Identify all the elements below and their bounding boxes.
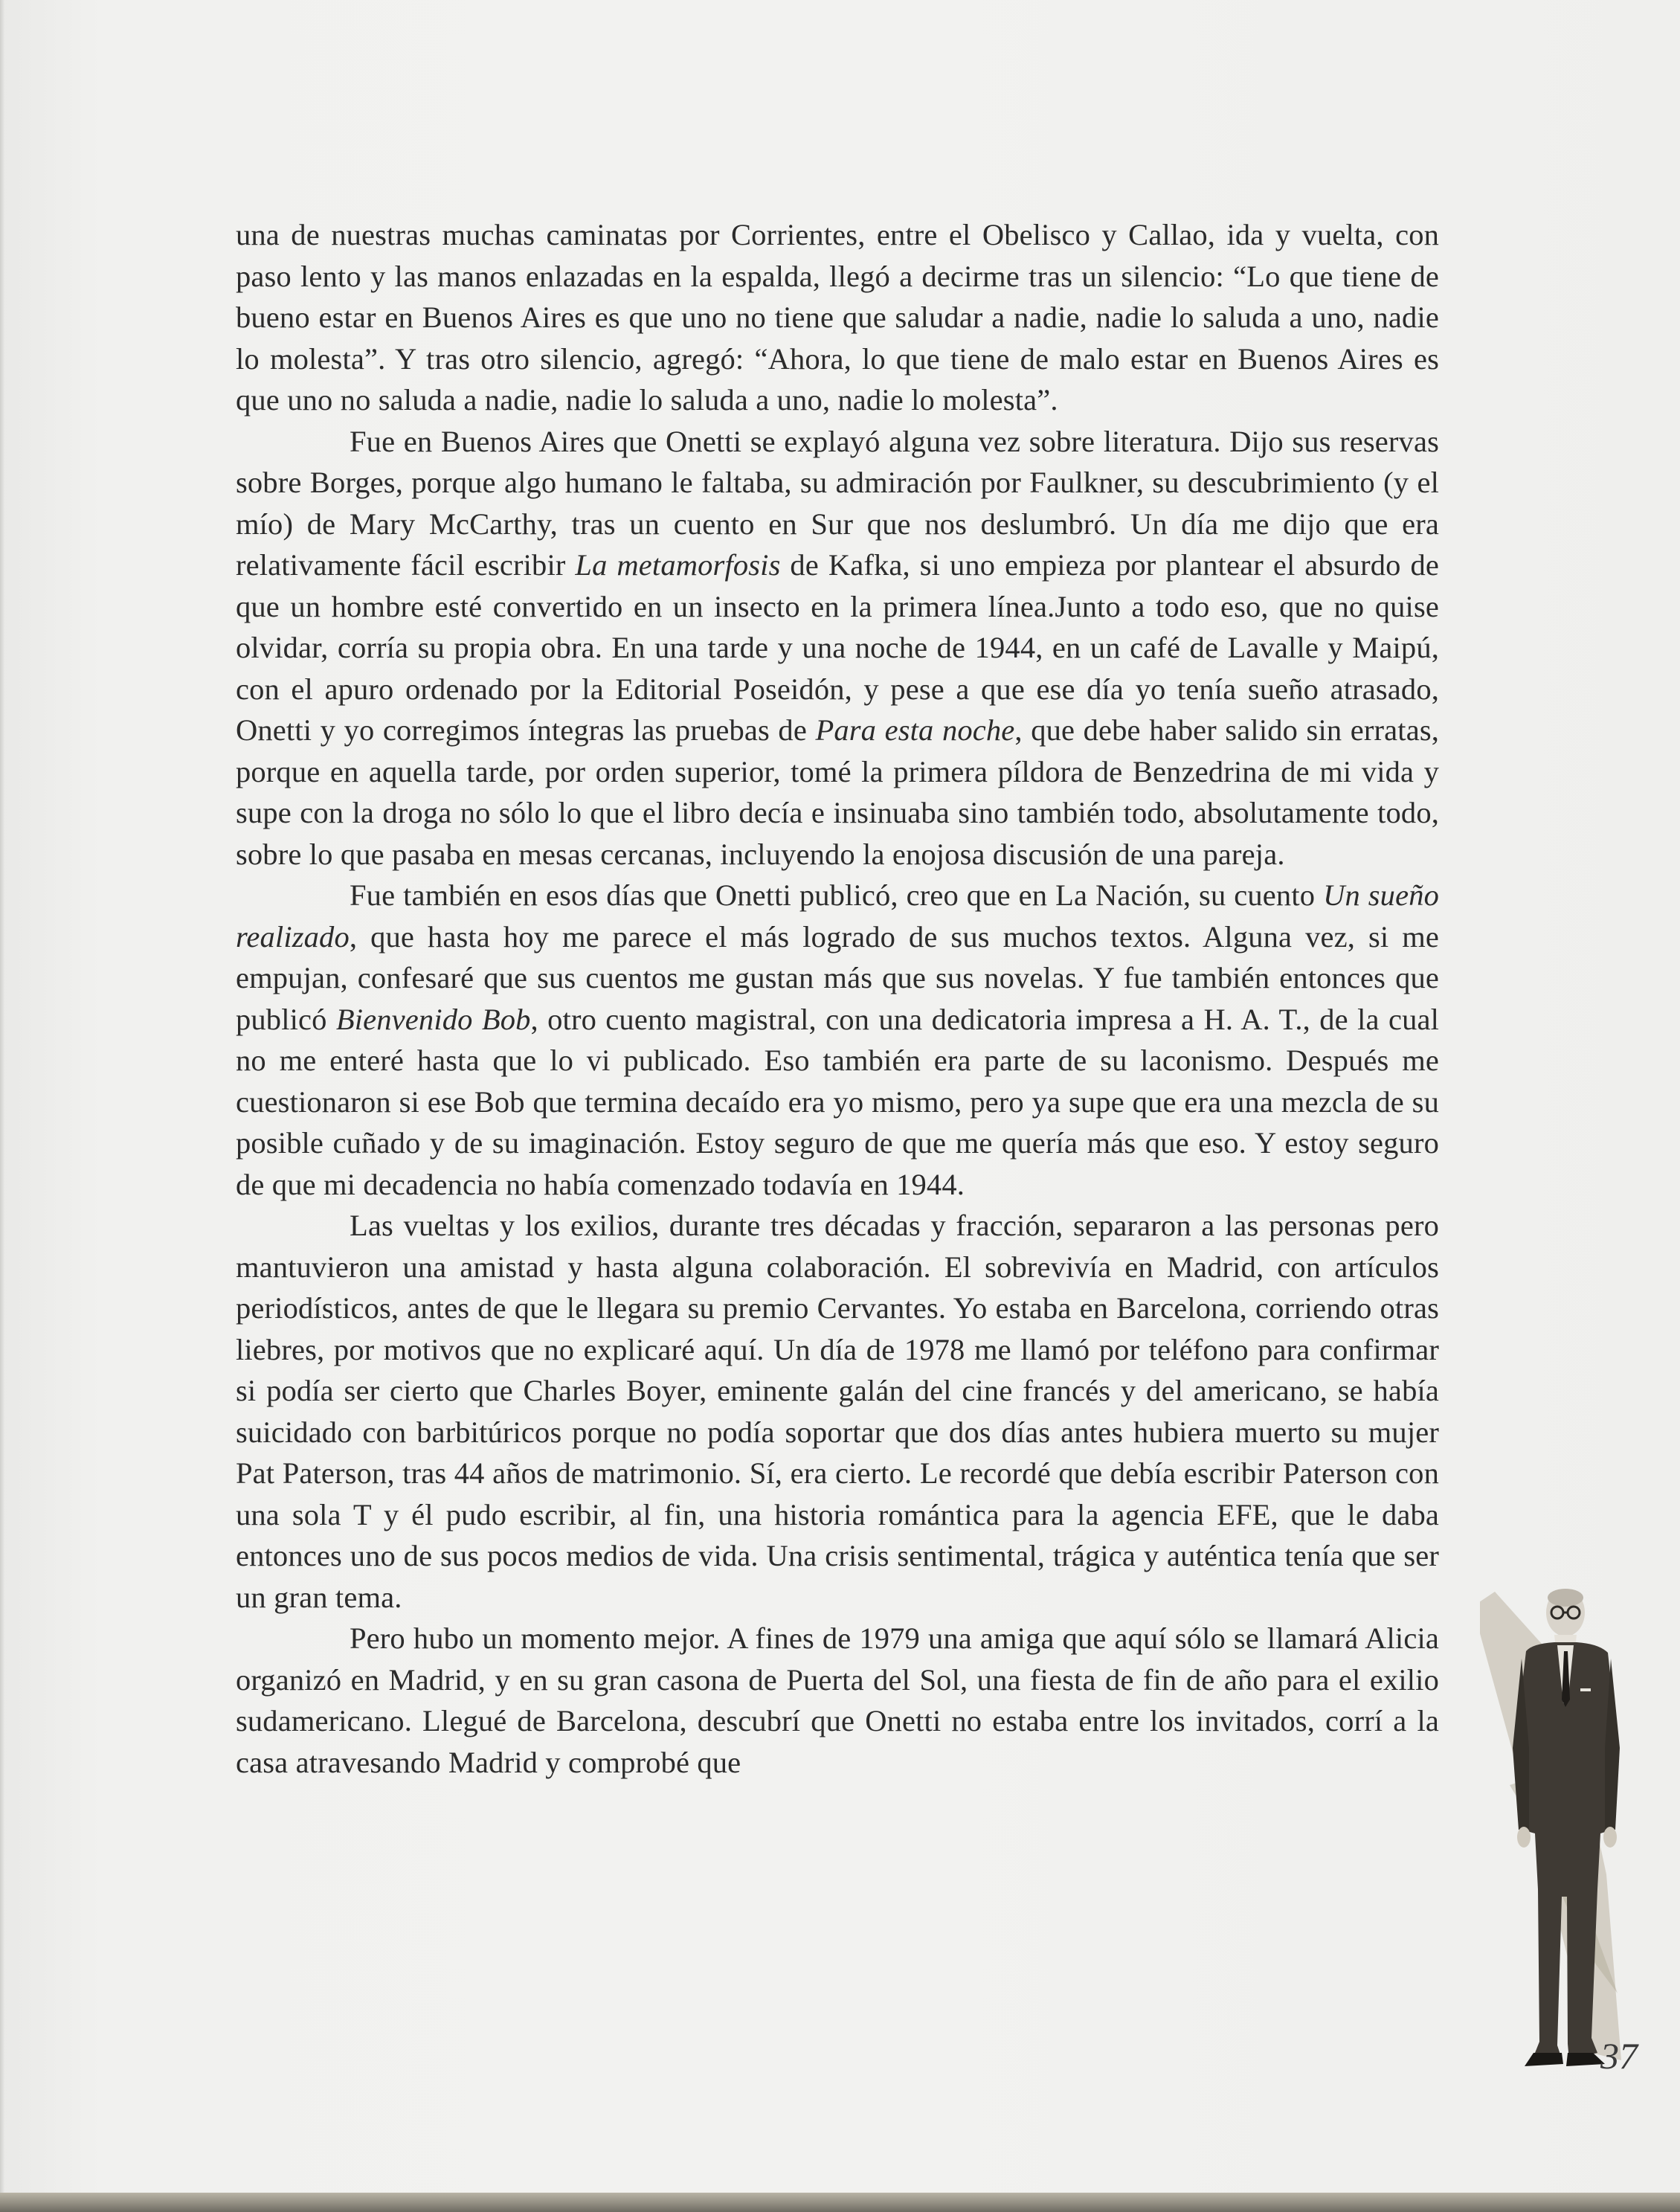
paragraph-3: Fue también en esos días que Onetti publicó, creo que en La Nación, su cuento Un sueño realizado, que hasta hoy me parece el más logrado de sus muchos textos. Alguna vez, si me empujan, confesaré que sus cuentos me gustan más que sus novelas. Y fue también entonces que publicó Bienvenido Bob, otro cuento magistral, con una dedicatoria impresa a H. A. T., de la cual no me enteré hasta que lo vi publicado. Eso también era parte de su laconismo. Después me cuestionaron si ese Bob que termina decaído era yo mismo, pero ya supe que era una mezcla de su posible cuñado y de su imaginación. Estoy seguro de que me quería más que eso. Y estoy seguro de que mi decadencia no había comenzado todavía en 1944. <box>236 878 1440 1201</box>
paragraph-1: una de nuestras muchas caminatas por Corrientes, entre el Obelisco y Callao, ida y vuelta, con paso lento y las manos enlazadas en la espalda, llegó a decirme tras un silencio: “Lo que tiene de bueno estar en Buenos Aires es que uno no tiene que saludar a nadie, nadie lo saluda a uno, nadie lo molesta”. Y tras otro silencio, agregó: “Ahora, lo que tiene de malo estar en Buenos Aires es que uno no saluda a nadie, nadie lo saluda a uno, nadie lo molesta”. <box>236 218 1439 417</box>
paragraph-4: Las vueltas y los exilios, durante tres décadas y fracción, separaron a las personas pero mantuvieron una amistad y hasta alguna colaboración. El sobrevivía en Madrid, con artículos periodísticos, antes de que le llegara su premio Cervantes. Yo estaba en Barcelona, corriendo otras liebres, por motivos que no explicaré aquí. Un día de 1978 me llamó por teléfono para confirmar si podía ser cierto que Charles Boyer, eminente galán del cine francés y del americano, se había suicidado con barbitúricos porque no podía soportar que dos días antes hubiera muerto su mujer Pat Paterson, tras 44 años de matrimonio. Sí, era cierto. Le recordé que debía escribir Paterson con una sola T y él pudo escribir, al fin, una historia romántica para la agencia EFE, que le daba entonces uno de sus pocos medios de vida. Una crisis sentimental, trágica y auténtica tenía que ser un gran tema. <box>236 1209 1439 1614</box>
paragraph-5: Pero hubo un momento mejor. A fines de 1979 una amiga que aquí sólo se llamará Alicia organizó en Madrid, y en su gran casona de Puerta del Sol, una fiesta de fin de año para el exilio sudamericano. Llegué de Barcelona, descubrí que Onetti no estaba entre los invitados, corrí a la casa atravesando Madrid y comprobé que <box>236 1621 1439 1779</box>
page-number: 37 <box>1600 2035 1638 2077</box>
page-gutter-edge <box>0 0 4 2193</box>
standing-man-photo-icon <box>1480 1577 1673 2083</box>
paragraph-2: Fue en Buenos Aires que Onetti se explayó alguna vez sobre literatura. Dijo sus reservas sobre Borges, porque algo humano le faltaba, su admiración por Faulkner, su descubrimiento (y el mío) de Mary McCarthy, tras un cuento en Sur que nos deslumbró. Un día me dijo que era relativamente fácil escribir La metamorfosis de Kafka, si uno empieza por plantear el absurdo de que un hombre esté convertido en un insecto en la primera línea.Junto a todo eso, que no quise olvidar, corría su propia obra. En una tarde y una noche de 1944, en un café de Lavalle y Maipú, con el apuro ordenado por la Editorial Poseidón, y pese a que ese día yo tenía sueño atrasado, Onetti y yo corregimos íntegras las pruebas de Para esta noche, que debe haber salido sin erratas, porque en aquella tarde, por orden superior, tomé la primera píldora de Benzedrina de mi vida y supe con la droga no sólo lo que el libro decía e insinuaba sino también todo, absolutamente todo, sobre lo que pasaba en mesas cercanas, incluyendo la enojosa discusión de una pareja. <box>236 424 1440 871</box>
scan-bottom-edge <box>0 2193 1680 2212</box>
body-text <box>236 214 1439 1783</box>
